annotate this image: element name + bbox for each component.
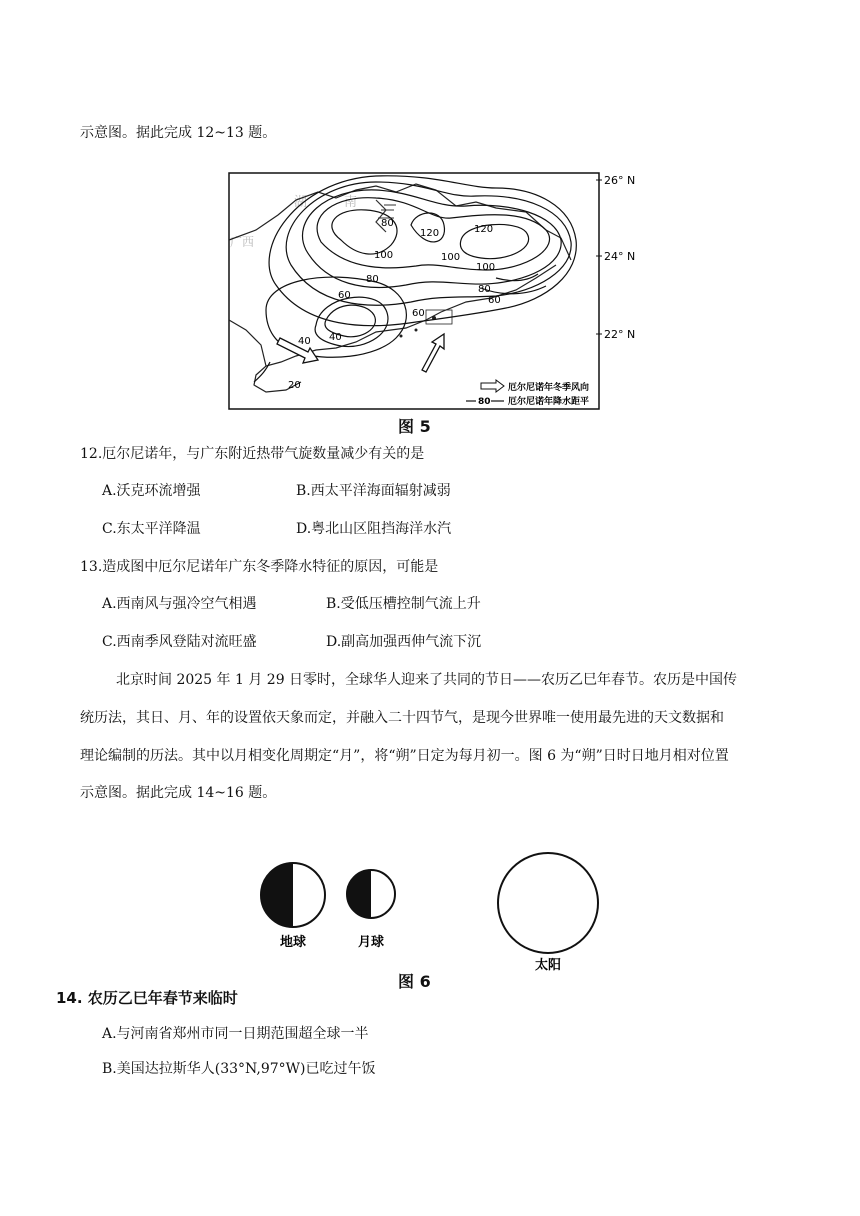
q13-option-d: D.副高加强西伸气流下沉 [326,634,482,650]
q14-stem: 14. 农历乙巳年春节来临时 [56,989,238,1007]
legend-wind-label: 厄尔尼诺年冬季风向 [508,383,590,393]
contour-label: 100 [476,262,496,273]
figure-5-map [226,170,646,412]
passage-line-3: 理论编制的历法。其中以月相变化周期定“月”，将“朔”日定为每月初一。图 6 为“朔”日时日地月相对位置 [80,748,729,764]
moon-icon [347,870,395,918]
q13-option-c: C.西南季风登陆对流旺盛 [102,634,257,650]
q12-option-a: A.沃克环流增强 [102,483,201,499]
legend-line-value: 80 [478,397,491,407]
figure-6-diagram [250,840,600,980]
q12-option-b: B.西太平洋海面辐射减弱 [296,483,451,499]
passage-line-2: 统历法，其日、月、年的设置依天象而定，并融入二十四节气，是现今世界唯一使用最先进的天文数据和 [80,710,724,726]
q13-option-b: B.受低压槽控制气流上升 [326,596,481,612]
contour-label: 80 [366,274,379,285]
sun-icon [498,853,598,953]
contour-label: 20 [288,380,301,391]
sun-label: 太阳 [534,958,562,973]
contour-label: 60 [338,290,351,301]
q13-stem: 13.造成图中厄尔尼诺年广东冬季降水特征的原因，可能是 [80,559,439,575]
intro-tail-text: 示意图。据此完成 12~13 题。 [80,125,277,141]
passage-line-1: 北京时间 2025 年 1 月 29 日零时，全球华人迎来了共同的节日——农历乙巳年春节。农历是中国传 [116,672,738,688]
lat-label: 22° N [604,328,636,341]
svg-text:南: 南 [344,195,358,210]
contour-label: 40 [298,336,311,347]
lat-label: 26° N [604,174,636,187]
lat-label: 24° N [604,250,636,263]
earth-label: 地球 [279,935,307,950]
legend-line-label: 厄尔尼诺年降水距平 [508,397,590,407]
svg-text:广西: 广西 [230,235,255,249]
figure-5-caption: 图 5 [398,417,431,436]
figure-6-caption: 图 6 [398,972,431,991]
contour-label: 120 [474,224,494,235]
q12-option-d: D.粤北山区阻挡海洋水汽 [296,521,452,537]
contour-label: 100 [374,250,394,261]
q13-option-a: A.西南风与强冷空气相遇 [102,596,257,612]
contour-label: 80 [381,218,394,229]
moon-label: 月球 [357,935,385,950]
earth-icon [261,863,325,927]
contour-label: 80 [478,284,491,295]
passage-line-4: 示意图。据此完成 14~16 题。 [80,785,277,801]
contour-label: 100 [441,252,461,263]
svg-text:湖: 湖 [294,195,308,210]
contour-label: 60 [488,295,501,306]
q14-option-b: B.美国达拉斯华人(33°N,97°W)已吃过午饭 [102,1061,376,1077]
contour-label: 40 [329,332,342,343]
q12-stem: 12.厄尔尼诺年，与广东附近热带气旋数量减少有关的是 [80,446,425,462]
q12-option-c: C.东太平洋降温 [102,521,201,537]
contour-label: 120 [420,228,440,239]
q14-option-a: A.与河南省郑州市同一日期范围超全球一半 [102,1026,369,1042]
contour-label: 60 [412,308,425,319]
